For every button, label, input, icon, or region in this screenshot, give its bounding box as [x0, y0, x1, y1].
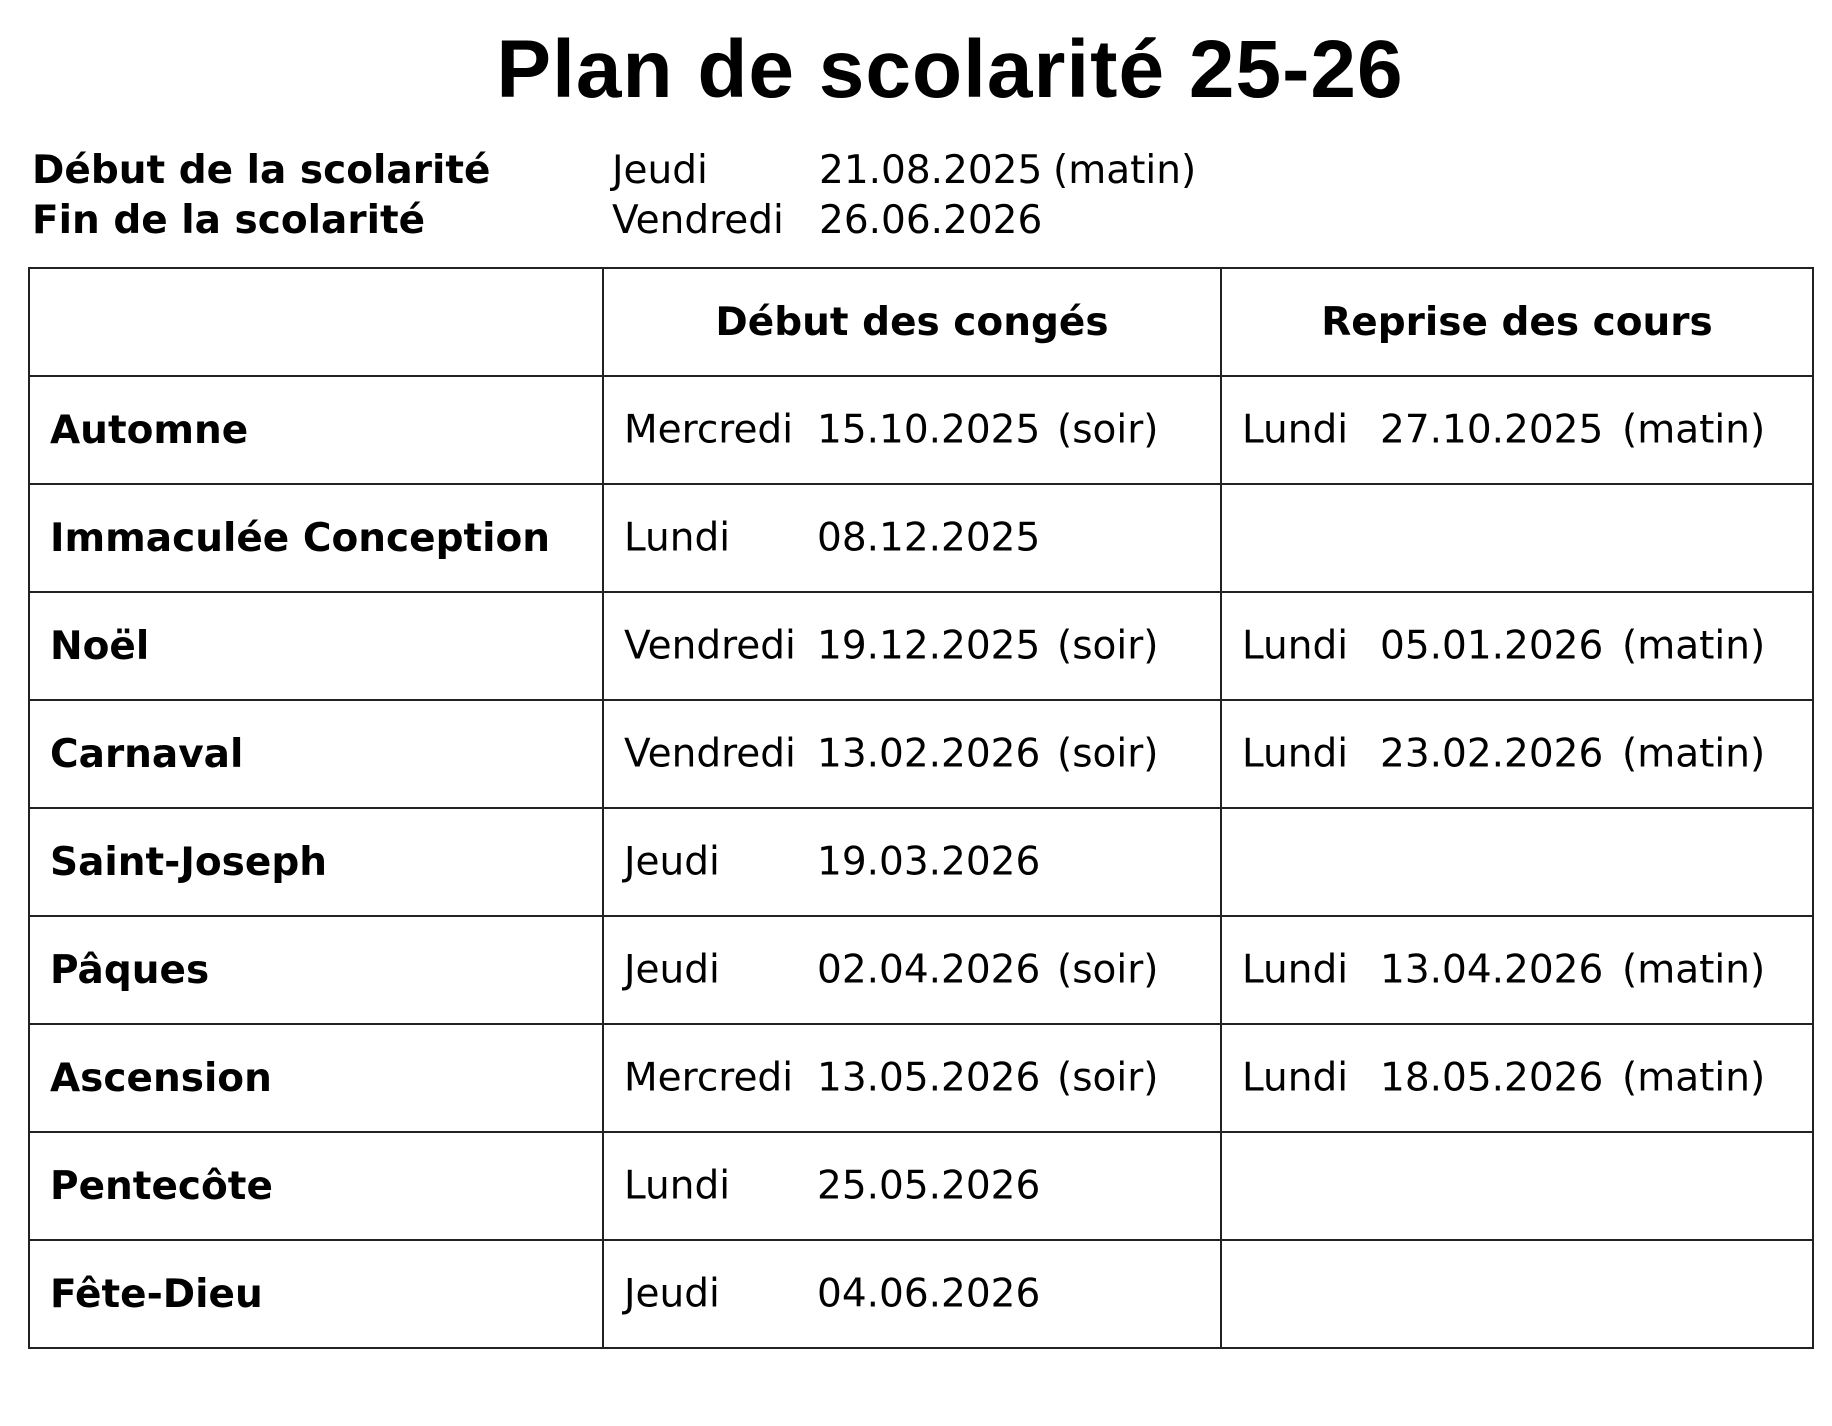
holiday-calendar-table — [28, 267, 1814, 1349]
classes-resume-cell — [1221, 1240, 1813, 1348]
resume-day: Lundi — [1242, 731, 1349, 777]
start-day: Mercredi — [624, 407, 794, 453]
classes-resume-cell — [1221, 700, 1813, 808]
school-start-label: Début de la scolarité — [32, 148, 491, 193]
school-start-note: (matin) — [1053, 148, 1197, 193]
start-date: 02.04.2026 — [817, 947, 1041, 993]
school-end-date: 26.06.2026 — [819, 198, 1043, 243]
start-note: (soir) — [1057, 1055, 1159, 1101]
table-row — [29, 916, 1813, 1024]
start-day: Mercredi — [624, 1055, 794, 1101]
start-date: 25.05.2026 — [817, 1163, 1041, 1209]
classes-resume-cell — [1221, 916, 1813, 1024]
school-start-day: Jeudi — [612, 148, 708, 193]
school-end-label: Fin de la scolarité — [32, 198, 426, 243]
table-row — [29, 376, 1813, 484]
holiday-start-cell — [603, 376, 1221, 484]
start-note: (soir) — [1057, 731, 1159, 777]
start-date: 15.10.2025 — [817, 407, 1041, 453]
holiday-start-cell — [603, 1240, 1221, 1348]
table-row — [29, 484, 1813, 592]
holiday-start-cell — [603, 1024, 1221, 1132]
school-end-day: Vendredi — [612, 198, 784, 243]
start-date: 13.02.2026 — [817, 731, 1041, 777]
start-date: 08.12.2025 — [817, 515, 1041, 561]
holiday-name: Pâques — [29, 916, 603, 1024]
classes-resume-header: Reprise des cours — [1221, 268, 1813, 376]
holiday-name: Immaculée Conception — [29, 484, 603, 592]
holiday-start-header: Début des congés — [603, 268, 1221, 376]
table-row — [29, 1240, 1813, 1348]
resume-date: 13.04.2026 — [1380, 947, 1604, 993]
holiday-start-cell — [603, 484, 1221, 592]
start-note: (soir) — [1057, 407, 1159, 453]
table-header-row — [29, 268, 1813, 376]
holiday-start-cell — [603, 1132, 1221, 1240]
holiday-name: Fête-Dieu — [29, 1240, 603, 1348]
start-date: 19.03.2026 — [817, 839, 1041, 885]
classes-resume-cell — [1221, 376, 1813, 484]
start-date: 19.12.2025 — [817, 623, 1041, 669]
start-day: Vendredi — [624, 623, 796, 669]
classes-resume-cell — [1221, 1024, 1813, 1132]
school-year-summary — [32, 146, 1332, 246]
holiday-name: Saint-Joseph — [29, 808, 603, 916]
holiday-name: Carnaval — [29, 700, 603, 808]
resume-note: (matin) — [1622, 1055, 1766, 1101]
classes-resume-cell — [1221, 484, 1813, 592]
holiday-start-cell — [603, 592, 1221, 700]
start-date: 13.05.2026 — [817, 1055, 1041, 1101]
classes-resume-cell — [1221, 808, 1813, 916]
holiday-name: Pentecôte — [29, 1132, 603, 1240]
start-day: Jeudi — [624, 947, 720, 993]
start-day: Lundi — [624, 1163, 731, 1209]
start-day: Vendredi — [624, 731, 796, 777]
table-row — [29, 592, 1813, 700]
holiday-name: Automne — [29, 376, 603, 484]
resume-day: Lundi — [1242, 1055, 1349, 1101]
resume-note: (matin) — [1622, 731, 1766, 777]
resume-day: Lundi — [1242, 407, 1349, 453]
table-row — [29, 1024, 1813, 1132]
classes-resume-cell — [1221, 592, 1813, 700]
resume-day: Lundi — [1242, 947, 1349, 993]
holiday-name: Ascension — [29, 1024, 603, 1132]
start-note: (soir) — [1057, 623, 1159, 669]
resume-date: 05.01.2026 — [1380, 623, 1604, 669]
table-row — [29, 808, 1813, 916]
holiday-name: Noël — [29, 592, 603, 700]
holiday-start-cell — [603, 808, 1221, 916]
school-start-row — [32, 146, 1332, 196]
resume-date: 18.05.2026 — [1380, 1055, 1604, 1101]
start-day: Lundi — [624, 515, 731, 561]
page-title: Plan de scolarité 25-26 — [496, 24, 1404, 115]
start-note: (soir) — [1057, 947, 1159, 993]
empty-header-cell — [29, 268, 603, 376]
school-start-date: 21.08.2025 — [819, 148, 1043, 193]
table-row — [29, 1132, 1813, 1240]
start-day: Jeudi — [624, 839, 720, 885]
resume-date: 27.10.2025 — [1380, 407, 1604, 453]
resume-day: Lundi — [1242, 623, 1349, 669]
resume-note: (matin) — [1622, 947, 1766, 993]
holiday-start-cell — [603, 916, 1221, 1024]
start-day: Jeudi — [624, 1271, 720, 1317]
holiday-start-cell — [603, 700, 1221, 808]
table-row — [29, 700, 1813, 808]
resume-date: 23.02.2026 — [1380, 731, 1604, 777]
start-date: 04.06.2026 — [817, 1271, 1041, 1317]
school-end-row — [32, 196, 1332, 246]
resume-note: (matin) — [1622, 623, 1766, 669]
classes-resume-cell — [1221, 1132, 1813, 1240]
resume-note: (matin) — [1622, 407, 1766, 453]
